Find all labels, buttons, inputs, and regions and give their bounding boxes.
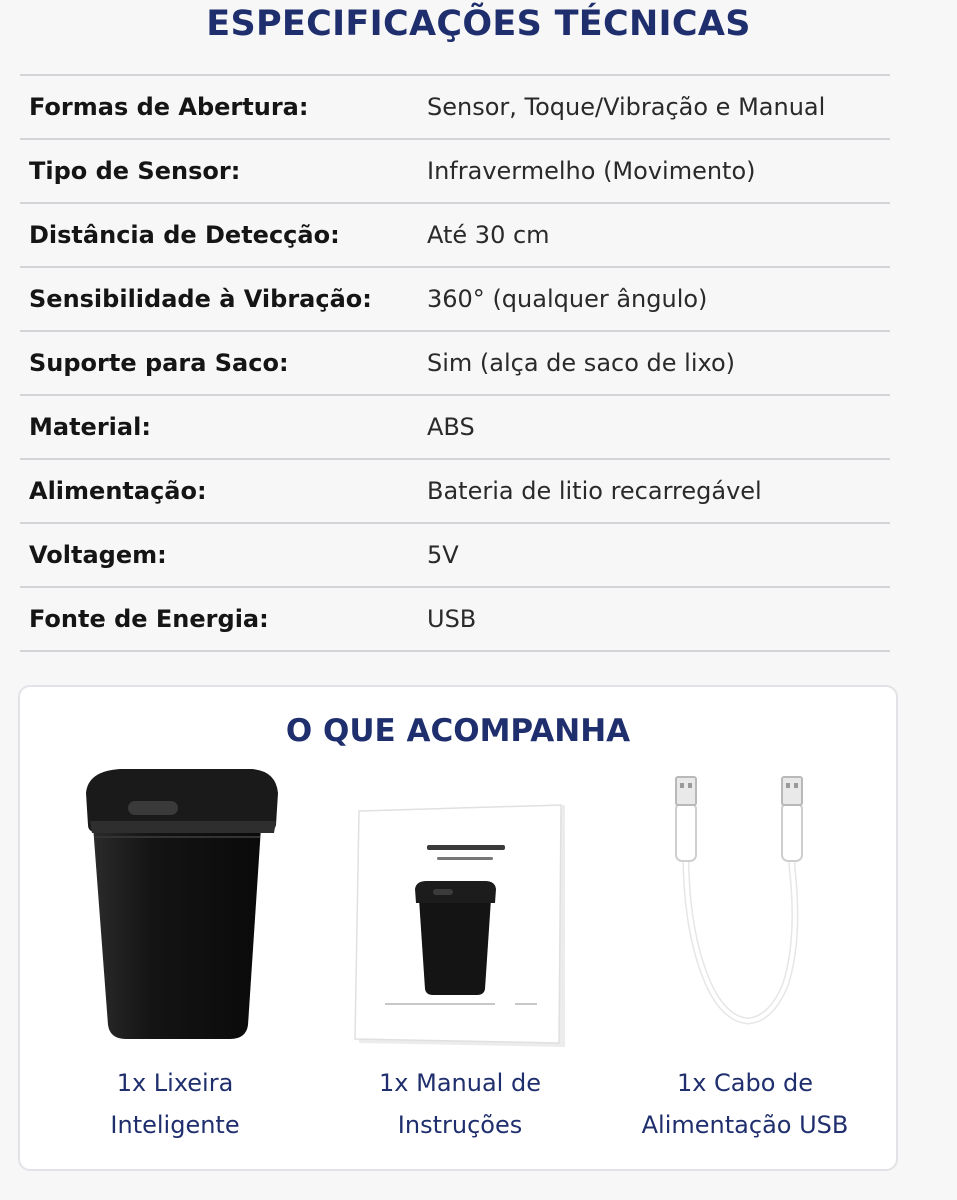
item-label-line: Alimentação USB bbox=[641, 1111, 849, 1139]
spec-row bbox=[20, 588, 890, 652]
spec-label: Material: bbox=[29, 413, 151, 441]
spec-label: Distância de Detecção: bbox=[29, 221, 340, 249]
item-label-line: 1x Lixeira bbox=[116, 1069, 234, 1097]
spec-label: Voltagem: bbox=[29, 541, 167, 569]
spec-label: Alimentação: bbox=[29, 477, 207, 505]
spec-table bbox=[20, 74, 890, 652]
item-label-line: 1x Manual de bbox=[379, 1069, 541, 1097]
spec-value: 360° (qualquer ângulo) bbox=[427, 285, 708, 313]
spec-value: USB bbox=[427, 605, 477, 633]
spec-value: Até 30 cm bbox=[427, 221, 550, 249]
included-item-label bbox=[30, 1062, 320, 1146]
spec-value: Infravermelho (Movimento) bbox=[427, 157, 756, 185]
spec-value: 5V bbox=[427, 541, 459, 569]
spec-row bbox=[20, 460, 890, 524]
included-item-usb-cable bbox=[600, 757, 890, 1157]
spec-value: Sensor, Toque/Vibração e Manual bbox=[427, 93, 826, 121]
spec-row bbox=[20, 76, 890, 140]
spec-value: Bateria de litio recarregável bbox=[427, 477, 762, 505]
included-item-manual bbox=[315, 757, 605, 1157]
spec-label: Formas de Abertura: bbox=[29, 93, 309, 121]
spec-value: ABS bbox=[427, 413, 475, 441]
spec-label: Sensibilidade à Vibração: bbox=[29, 285, 372, 313]
manual-booklet-icon bbox=[315, 757, 605, 1047]
spec-row bbox=[20, 524, 890, 588]
spec-label: Fonte de Energia: bbox=[29, 605, 269, 633]
spec-row bbox=[20, 204, 890, 268]
spec-row bbox=[20, 332, 890, 396]
trash-bin-icon bbox=[30, 757, 320, 1047]
spec-label: Tipo de Sensor: bbox=[29, 157, 241, 185]
page-title: ESPECIFICAÇÕES TÉCNICAS bbox=[206, 4, 751, 44]
item-label-line: 1x Cabo de bbox=[676, 1069, 814, 1097]
included-item-label bbox=[600, 1062, 890, 1146]
spec-row bbox=[20, 140, 890, 204]
included-items-card bbox=[18, 685, 898, 1171]
usb-cable-icon bbox=[600, 757, 890, 1047]
spec-row bbox=[20, 268, 890, 332]
included-item-trash-bin bbox=[30, 757, 320, 1157]
included-item-label bbox=[315, 1062, 605, 1146]
spec-row bbox=[20, 396, 890, 460]
spec-label: Suporte para Saco: bbox=[29, 349, 289, 377]
item-label-line: Instruções bbox=[397, 1111, 523, 1139]
spec-value: Sim (alça de saco de lixo) bbox=[427, 349, 736, 377]
item-label-line: Inteligente bbox=[110, 1111, 240, 1139]
included-title: O QUE ACOMPANHA bbox=[285, 713, 631, 749]
